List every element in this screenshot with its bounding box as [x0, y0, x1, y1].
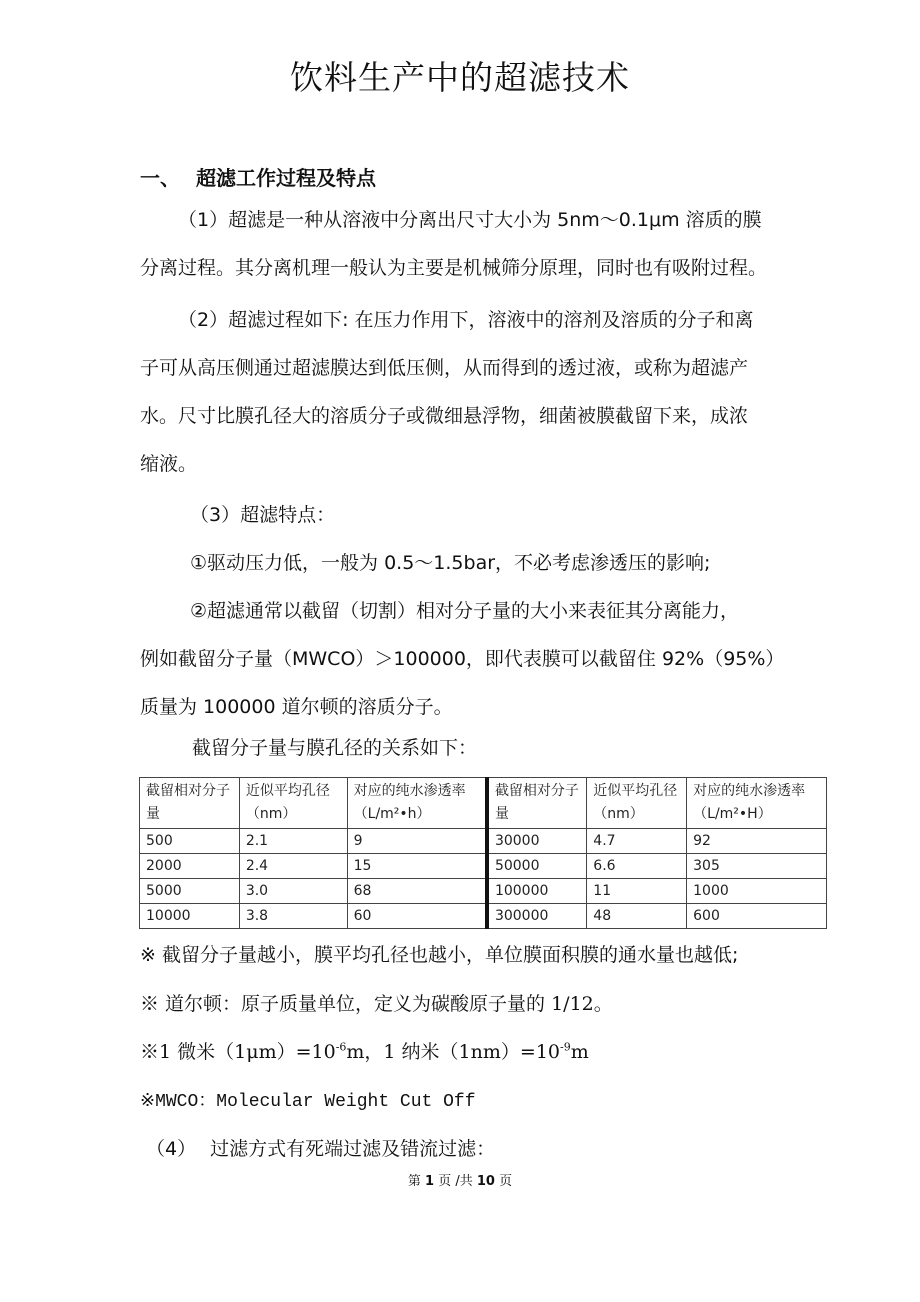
paragraph-heading: （3）超滤特点： [190, 504, 336, 526]
list-item: ②超滤通常以截留（切割）相对分子量的大小来表征其分离能力， [190, 600, 740, 622]
page-footer [0, 1170, 920, 1189]
table-cell: 6.6 [587, 854, 687, 879]
paragraph-line: （2）超滤过程如下: 在压力作用下，溶液中的溶剂及溶质的分子和离 [178, 309, 754, 331]
footer-text: 页 /共 [434, 1174, 477, 1189]
current-page: 1 [425, 1174, 435, 1189]
paragraph-2 [140, 296, 830, 488]
note-text: ※1 微米（1μm）=10 [140, 1041, 336, 1063]
table-cell: 50000 [487, 854, 587, 879]
table-cell: 48 [587, 904, 687, 929]
section-heading [140, 162, 376, 191]
note-units [140, 1037, 589, 1064]
table-cell: 68 [347, 879, 487, 904]
footer-text: 页 [494, 1174, 513, 1189]
table-header-cell: 近似平均孔径（nm） [587, 778, 687, 829]
table-header-cell: 截留相对分子量 [140, 778, 240, 829]
table-cell: 4.7 [587, 829, 687, 854]
paragraph-text: 过滤方式有死端过滤及错流过滤： [210, 1138, 496, 1160]
list-item: ①驱动压力低，一般为 0.5～1.5bar，不必考虑渗透压的影响; [190, 552, 711, 574]
table-cell: 100000 [487, 879, 587, 904]
mwco-table [139, 777, 827, 929]
note-pore-size: ※ 截留分子量越小，膜平均孔径也越小，单位膜面积膜的通水量也越低; [140, 944, 739, 966]
table-header-cell: 对应的纯水渗透率（L/m²•h） [347, 778, 487, 829]
table-caption: 截留分子量与膜孔径的关系如下： [192, 737, 478, 759]
page-title: 饮料生产中的超滤技术 [290, 58, 630, 97]
total-pages: 10 [476, 1174, 495, 1189]
table-header-cell: 近似平均孔径（nm） [239, 778, 347, 829]
table-cell: 305 [687, 854, 827, 879]
table-cell: 2000 [140, 854, 240, 879]
note-dalton: ※ 道尔顿：原子质量单位，定义为碳酸原子量的 1/12。 [140, 993, 613, 1015]
table-cell: 500 [140, 829, 240, 854]
paragraph-line: 子可从高压侧通过超滤膜达到低压侧，从而得到的透过液，或称为超滤产 [140, 357, 749, 379]
table-row [140, 829, 827, 854]
table-cell: 1000 [687, 879, 827, 904]
table-cell: 92 [687, 829, 827, 854]
note-text: m，1 纳米（1nm）=10 [346, 1041, 560, 1063]
paragraph-line: 例如截留分子量（MWCO）＞100000，即代表膜可以截留住 92%（95%） [140, 648, 785, 670]
table-row [140, 904, 827, 929]
paragraph-4 [146, 1134, 495, 1161]
exponent: -6 [335, 1040, 347, 1054]
table-cell: 9 [347, 829, 487, 854]
section-title: 超滤工作过程及特点 [196, 166, 376, 190]
table-cell: 11 [587, 879, 687, 904]
section-number: 一、 [140, 166, 180, 190]
paragraph-line: 分离过程。其分离机理一般认为主要是机械筛分原理，同时也有吸附过程。 [140, 257, 768, 279]
table-cell: 3.8 [239, 904, 347, 929]
table-cell: 60 [347, 904, 487, 929]
table-cell: 300000 [487, 904, 587, 929]
paragraph-3 [140, 491, 830, 731]
paragraph-line: 缩液。 [140, 453, 198, 475]
table-cell: 3.0 [239, 879, 347, 904]
table-row [140, 854, 827, 879]
table-cell: 600 [687, 904, 827, 929]
table-row [140, 879, 827, 904]
footer-text: 第 [407, 1174, 426, 1189]
paragraph-line: （1）超滤是一种从溶液中分离出尺寸大小为 5nm～0.1μm 溶质的膜 [178, 209, 762, 231]
paragraph-number: （4） [146, 1138, 197, 1160]
table-cell: 5000 [140, 879, 240, 904]
paragraph-1 [140, 196, 830, 292]
table-cell: 10000 [140, 904, 240, 929]
paragraph-line: 质量为 100000 道尔顿的溶质分子。 [140, 696, 453, 718]
exponent: -9 [560, 1040, 571, 1054]
table-cell: 30000 [487, 829, 587, 854]
note-text: m [570, 1041, 589, 1063]
paragraph-line: 水。尺寸比膜孔径大的溶质分子或微细悬浮物，细菌被膜截留下来，成浓 [140, 405, 749, 427]
table-cell: 15 [347, 854, 487, 879]
table-header-cell: 截留相对分子量 [487, 778, 587, 829]
table-header-cell: 对应的纯水渗透率（L/m²•H） [687, 778, 827, 829]
table-cell: 2.1 [239, 829, 347, 854]
table-header-row [140, 778, 827, 829]
table-cell: 2.4 [239, 854, 347, 879]
note-mwco: ※MWCO：Molecular Weight Cut Off [140, 1092, 476, 1112]
